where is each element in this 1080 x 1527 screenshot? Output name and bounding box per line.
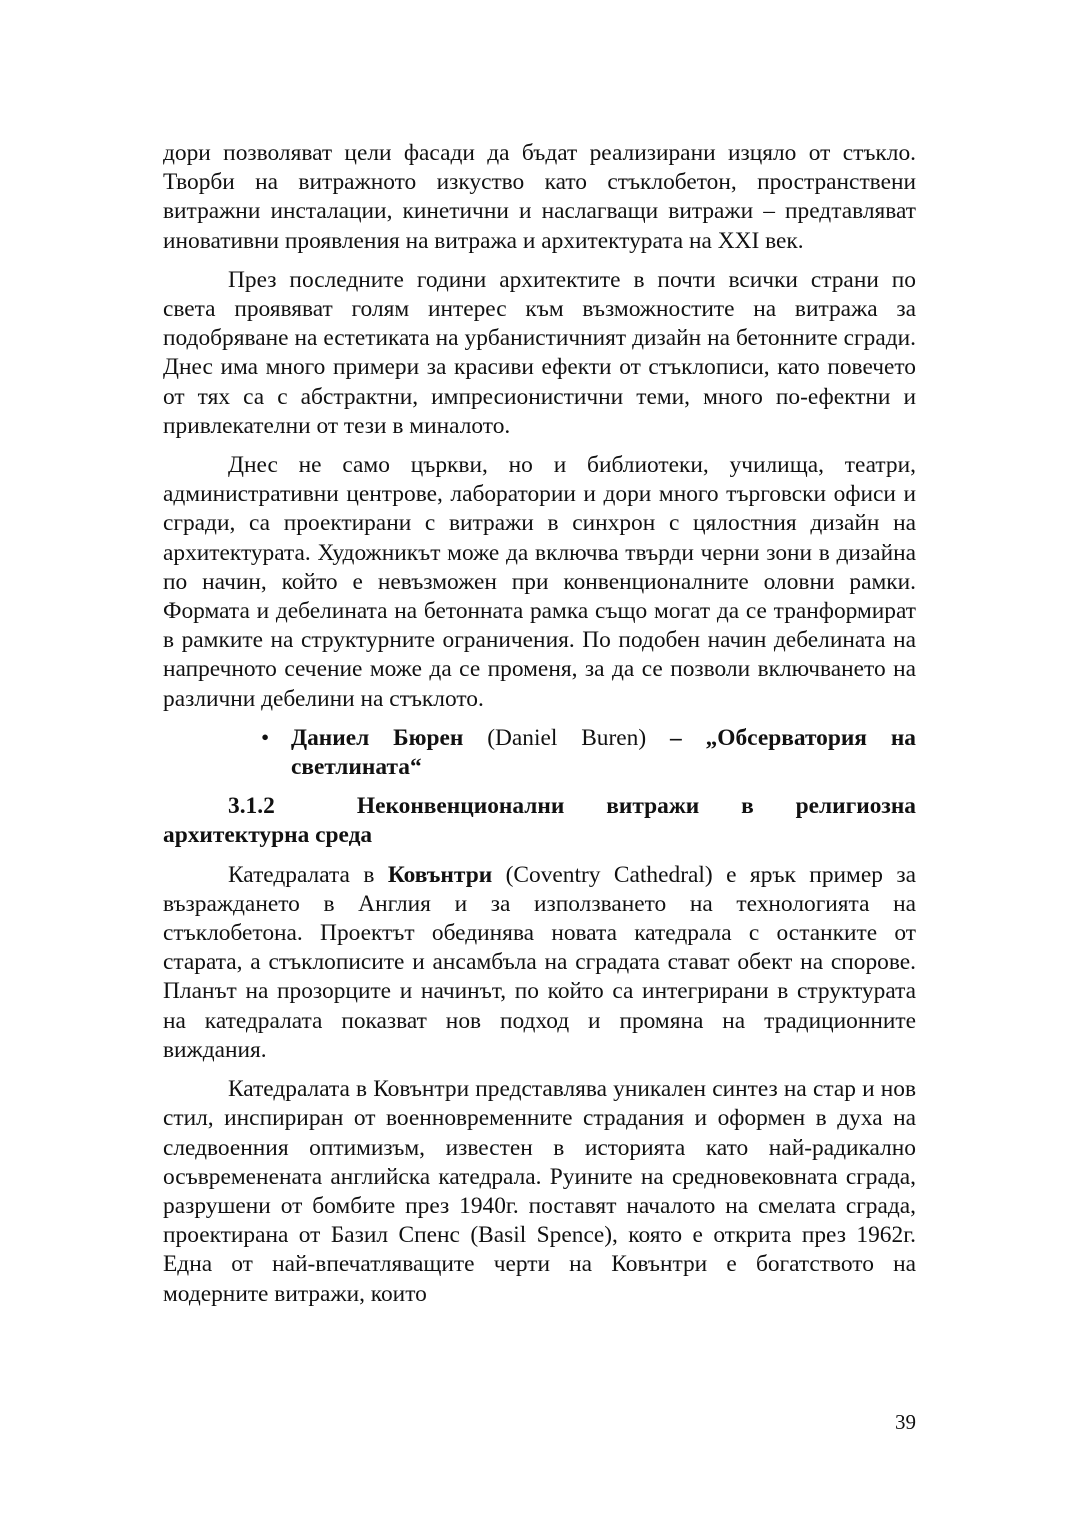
section-title: Неконвенционални витражи в религиозна архитектурна среда bbox=[163, 793, 916, 849]
coventry-text-before: Катедралата в bbox=[228, 861, 388, 888]
bullet-icon: • bbox=[261, 724, 270, 751]
bullet-work-title: – „Обсерватория на светлината“ bbox=[291, 724, 916, 781]
paragraph-intro: дори позволяват цели фасади да бъдат реализирани изцяло от стъкло. Творби на витражното изкуство като стъклобетон, пространствени витражни инсталации, кинетични и наслагващи витражи – предтавляват иновативни проявления на витража и архитектурата на XXI век. bbox=[163, 140, 916, 254]
section-number: 3.1.2 bbox=[228, 793, 275, 820]
paragraph-architects: През последните години архитектите в почти всички страни по света проявяват голям интерес към възможностите на витража за подобряване на естетиката на урбанистичният дизайн на бетонните сгради. Днес има много примери за красиви ефекти от стъклописи, като повечето от тях са с абстрактни, импресионистични теми, много по-ефектни и привлекателни от тези в миналото. bbox=[163, 266, 916, 439]
section-heading bbox=[163, 792, 916, 850]
coventry-bold-name: Ковънтри bbox=[387, 861, 493, 888]
page-number: 39 bbox=[895, 1410, 916, 1434]
bullet-list bbox=[163, 724, 916, 782]
bullet-artist-latin: (Daniel Buren) bbox=[463, 724, 671, 751]
bullet-item-buren bbox=[261, 724, 916, 782]
body-text bbox=[163, 139, 916, 1319]
paragraph-buildings: Днес не само църкви, но и библиотеки, училища, театри, административни центрове, лаборатории и дори много търговски офиси и сгради, са проектирани с витражи в синхрон с цялостния дизайн на архитектурата. Художникът може да включва твърди черни зони в дизайна по начин, който е невъзможен при конвенционалните оловни рамки. Формата и дебелината на бетонната рамка също могат да се транформират в рамките на структурните ограничения. По подобен начин дебелината на напречното сечение може да се променя, за да се позволи включването на различни дебелини на стъклото. bbox=[163, 452, 916, 712]
coventry-text-after: (Coventry Cathedral) е ярък пример за възраждането в Англия и за използването на технологията на стъклобетона. Проектът обединява новата катедрала с останките от старата, а стъклописите и ансамбъла на сградата стават обект на спорове. Планът на прозорците и начинът, по който са интегрирани в структурата на катедралата показват нов подход и промяна на традиционните виждания. bbox=[163, 861, 916, 1063]
paragraph-coventry bbox=[163, 861, 916, 1065]
bullet-artist-name: Даниел Бюрен bbox=[291, 724, 464, 751]
paragraph-coventry-synthesis: Катедралата в Ковънтри представлява уникален синтез на стар и нов стил, инспириран от военновременните страдания и оформен в духа на следвоенния оптимизъм, известен в историята като най-радикално осъвременената английска катедрала. Руините на средновековната сграда, разрушени от бомбите през 1940г. поставят началото на смелата сграда, проектирана от Базил Спенс (Basil Spence), която е открита през 1962г. Една от най-впечатляващите черти на Ковънтри е богатството на модерните витражи, които bbox=[163, 1076, 916, 1307]
